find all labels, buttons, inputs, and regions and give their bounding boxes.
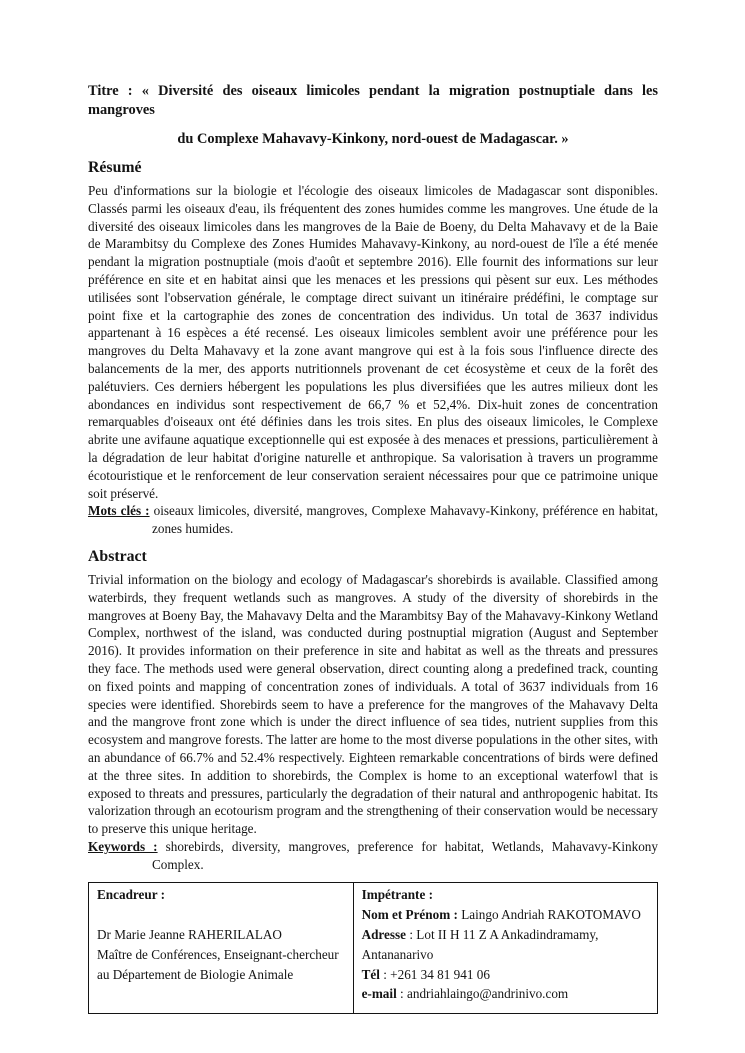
keywords-label: Keywords : <box>88 838 158 854</box>
document-title-line2: du Complexe Mahavavy-Kinkony, nord-ouest de Madagascar. » <box>177 131 569 147</box>
nom-prenom-label: Nom et Prénom : <box>361 907 458 923</box>
signature-table <box>88 882 658 1014</box>
adresse-value: : Lot II H 11 Z A Ankadindramamy, Antananarivo <box>361 927 599 962</box>
resume-body: Peu d'informations sur la biologie et l'écologie des oiseaux limicoles de Madagascar sont disponibles. Classés parmi les oiseaux d'eau, ils fréquentent des zones humides comme les mangroves. Une étude de la diversité des oiseaux limicoles dans les mangroves de la Baie de Boeny, du Delta Mahavavy et de la Baie de Marambitsy du Complexe des Zones Humides Mahavavy-Kinkony, au nord-ouest de l'île a été menée pendant la migration postnuptiale (mois d'août et septembre 2016). Elle fournit des informations sur leur préférence en site et en habitat ainsi que les menaces et les pressions qui pèsent sur eux. Les méthodes utilisées sont l'observation générale, le comptage direct suivant un itinéraire prédéfini, le comptage sur point fixe et la cartographie des zones de concentration des individus. Un total de 3637 individus appartenant à 16 espèces a été recensé. Les oiseaux limicoles semblent avoir une préférence pour les mangroves du Delta Mahavavy et la zone avant mangrove qui est à la fois sous l'influence directe des balancements de la mer, des apports nutritionnels provenant de cet écosystème et ceux de la forêt des palétuviers. Ces derniers hébergent les populations les plus diversifiées que les autres milieux dont les abondances en individus sont respectivement de 66,7 % et 52,4%. Dix-huit zones de concentration remarquables d'oiseaux ont été définies dans les trois sites. En plus des oiseaux limicoles, le Complexe abrite une avifaune aquatique exceptionnelle qui est exposée à des menaces et pressions, particulièrement à la dégradation de leur habitat d'origine naturelle et anthropique. Sa valorisation à travers un programme écotouristique et le renforcement de leur conservation seraient nécessaires pour que ce patrimoine unique soit préservé. <box>88 183 658 501</box>
tel-value: : +261 34 81 941 06 <box>379 966 490 982</box>
keywords-text: shorebirds, diversity, mangroves, preference for habitat, Wetlands, Mahavavy-Kinkony Complex. <box>152 838 658 872</box>
abstract-heading: Abstract <box>88 547 147 565</box>
impetrante-email-row <box>362 984 649 1004</box>
document-title-line1 <box>88 82 658 120</box>
resume-keywords-line <box>88 502 658 538</box>
impetrante-name-row <box>362 905 649 925</box>
signature-table-row <box>89 883 658 1014</box>
nom-prenom-value: Laingo Andriah RAKOTOMAVO <box>457 907 641 923</box>
adresse-label: Adresse <box>361 927 407 943</box>
mots-cles-label: Mots clés : <box>88 503 150 519</box>
mots-cles-text: oiseaux limicoles, diversité, mangroves, Complexe Mahavavy-Kinkony, préférence en habitat, zones humides. <box>149 503 658 537</box>
email-label: e-mail <box>361 986 397 1002</box>
title-text-line1: « Diversité des oiseaux limicoles pendant la migration postnuptiale dans les mangroves <box>88 83 658 118</box>
title-label: Titre : <box>88 83 133 99</box>
abstract-keywords-line <box>88 838 658 874</box>
tel-label: Tél <box>361 966 380 982</box>
impetrante-label: Impétrante : <box>361 887 433 903</box>
encadreur-name: Dr Marie Jeanne RAHERILALAO <box>97 927 282 943</box>
encadreur-cell <box>89 883 354 1014</box>
encadreur-label: Encadreur : <box>97 887 166 903</box>
email-value: : andriahlaingo@andrinivo.com <box>396 986 569 1002</box>
impetrante-tel-row <box>362 965 649 985</box>
encadreur-department: au Département de Biologie Animale <box>97 966 294 982</box>
resume-heading: Résumé <box>88 159 142 176</box>
abstract-body: Trivial information on the biology and ecology of Madagascar's shorebirds is available. Classified among waterbirds, they frequent wetlands such as mangroves. A study of the diversity of shorebirds in the mangroves at Boeny Bay, the Mahavavy Delta and the Marambitsy Bay of the Mahavavy-Kinkony Wetland Complex, northwest of the island, was conducted during postnuptial migration (August and September 2016). It provides information on their preference in site and habitat as well as the threats and pressures they face. The methods used were general observation, direct counting along a predefined track, counting on fixed points and mapping of concentration zones of individuals. A total of 3637 individuals from 16 species were identified. Shorebirds seem to have a preference for the mangroves of the Mahavavy Delta and the mangrove front zone which is under the direct influence of sea tides, nutrient supplies from this ecosystem and mangrove forests. The latter are home to the most diverse populations in the other sites, with an abundance of 66.7% and 52.4% respectively. Eighteen remarkable concentrations of birds were defined at the three sites. In addition to shorebirds, the Complex is home to an exceptional waterfowl that is exposed to threats and pressures, particularly the degradation of their natural and anthropogenic habitat. Its valorization through an ecotourism program and the strengthening of their conservation would be necessary to preserve this unique heritage. <box>88 571 658 837</box>
impetrante-adresse-row <box>362 925 649 965</box>
encadreur-spacer <box>97 905 345 925</box>
encadreur-title: Maître de Conférences, Enseignant-chercheur <box>97 946 339 962</box>
impetrante-cell <box>353 883 657 1014</box>
